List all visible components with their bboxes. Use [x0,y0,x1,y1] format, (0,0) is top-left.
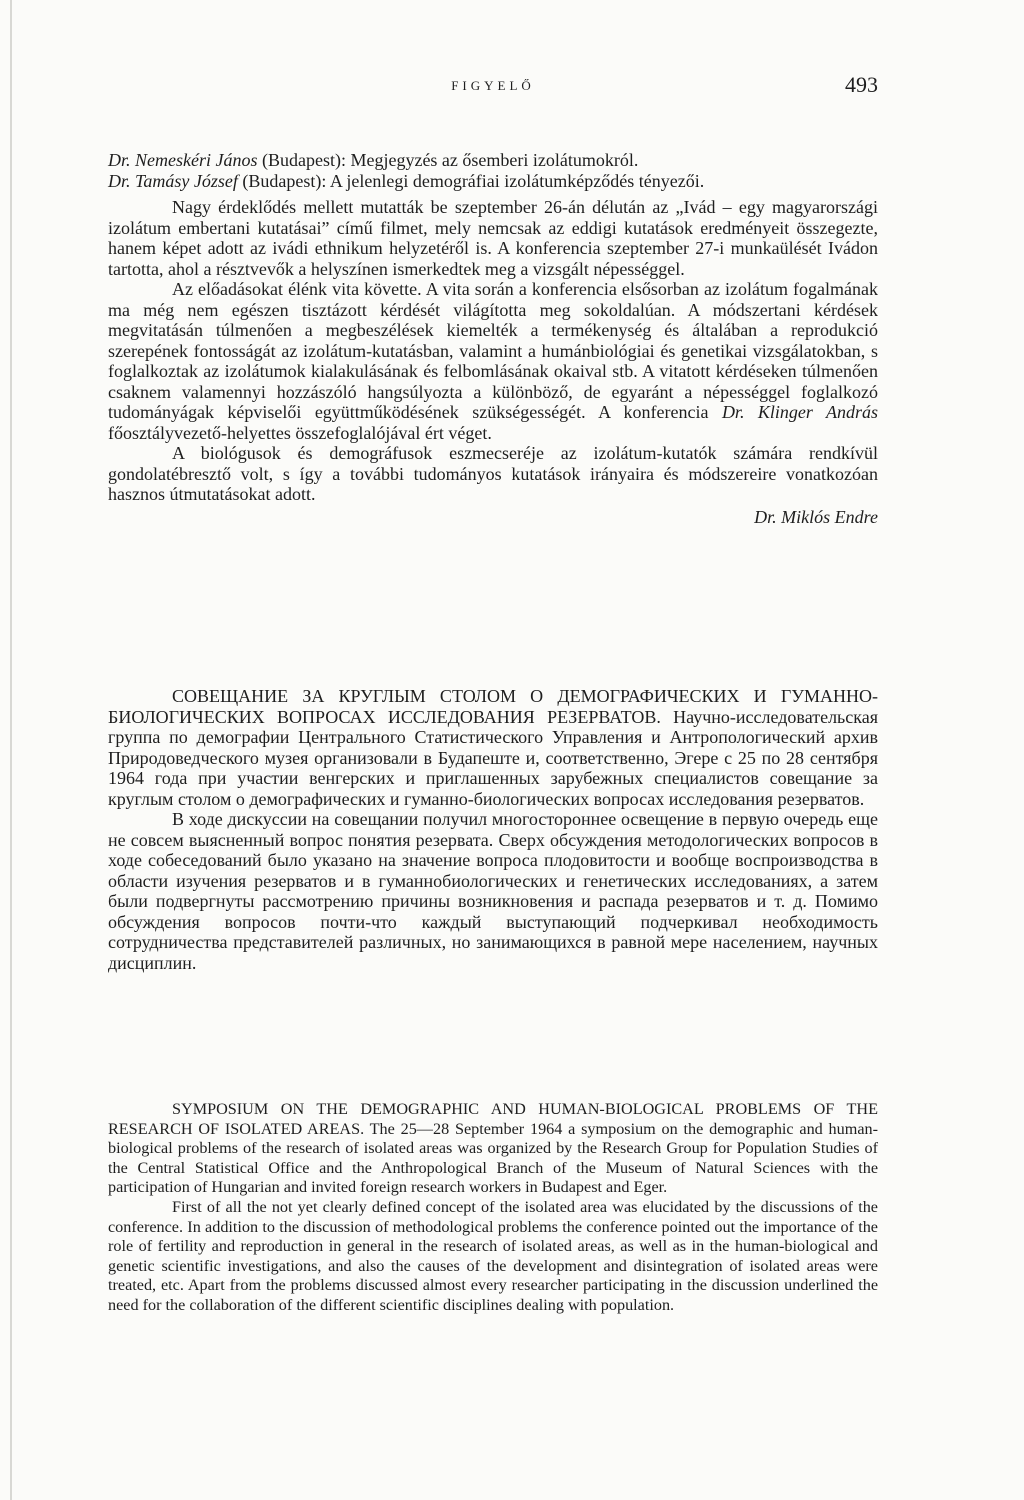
scan-edge-line [10,0,12,1500]
reference-author: Dr. Tamásy József [108,170,238,191]
body-paragraph: First of all the not yet clearly defined concept of the isolated area was elucidated by the discussions of the conference. In addition to the discussion of methodological problems the conference pointed out the importance of the role of fertility and reproduction in general in the research of isolated areas, as well as in the human-biological and genetic scientific investigations, and also the causes of the development and disintegration of isolated areas were treated, etc. Apart from the problems discussed almost every researcher participating in the discussion underlined the need for the collaboration of the different scientific disciplines dealing with population. [108,1197,878,1314]
reference-text: (Budapest): A jelenlegi demográfiai izolátumképződés tényezői. [237,170,705,191]
body-paragraph [108,686,878,809]
hungarian-section [108,150,878,528]
russian-section [108,686,878,973]
paragraph-text: Научно-исследовательская группа по демографии Центрального Статистического Управления и Антропологический архив Природоведческого музея организовали в Будапеште и, соответственно, Эгере с 25 по 28 сентября 1964 года при участии венгерских и приглашенных зарубежных специалистов совещание за круглым столом о демографических и гуманно-биологических вопросах исследования резерватов. [108,706,878,809]
body-paragraph: Nagy érdeklődés mellett mutatták be szeptember 26-án délután az „Ivád – egy magyarországi izolátum embertani kutatásai” című filmet, mely nemcsak az eddigi kutatások eredményeit összegezte, hanem képet adott az ivádi ethnikum helyzetéről is. A konferencia szeptember 27-i munkaülését Ivádon tartotta, ahol a résztvevők a helyszínen ismerkedtek meg a vizsgált népességgel. [108,197,878,279]
paragraph-text: Az előadásokat élénk vita követte. A vita során a konferencia elsősorban az izolátum fogalmának ma még nem egészen tisztázott kérdését világította meg sokoldalúan. A módszertani kérdések megvitatásán túlmenően a megbeszélések kiemelték a termékenység és általában a reprodukció szerepének fontosságát az izolátum-kutatásban, valamint a humánbiológiai és genetikai vizsgálatokban, s foglalkoztak az izolátumok kialakulásának és felbomlásának okaival stb. A vitatott kérdéseken túlmenően csaknem valamennyi hozzászóló hangsúlyozta a különböző, de egyaránt a népességgel foglalkozó tudományágak képviselői együttműködésének szükségességét. A konferencia [108,279,878,422]
reference-item [108,171,878,192]
reference-text: (Budapest): Megjegyzés az ősemberi izolátumokról. [257,150,639,170]
reference-item [108,150,878,171]
page-number: 493 [845,72,878,97]
body-paragraph: A biológusok és demográfusok eszmecseréje az izolátum-kutatók számára rendkívül gondolatébresztő volt, s így a további tudományos kutatások irányaira és módszereire vonatkozóan hasznos útmutatásokat adott. [108,443,878,504]
section-title: СОВЕЩАНИЕ ЗА КРУГЛЫМ СТОЛОМ О ДЕМОГРАФИЧЕСКИХ И ГУМАННО-БИОЛОГИЧЕСКИХ ВОПРОСАХ ИССЛЕДОВАНИЯ РЕЗЕРВАТОВ. [108,686,878,727]
running-title: FIGYELŐ [451,78,535,93]
section-title: SYMPOSIUM ON THE DEMOGRAPHIC AND HUMAN-BIOLOGICAL PROBLEMS OF THE RESEARCH OF ISOLATED AREAS. [108,1100,878,1138]
english-section [108,1100,878,1316]
body-paragraph: В ходе дискуссии на совещании получил многостороннее освещение в первую очередь еще не совсем выясненный вопрос понятия резервата. Сверх обсуждения методологических вопросов в ходе собеседований было указано на значение вопроса плодовитости и вообще воспроизводства в области изучения резерватов и в гуманнобиологических и генетических исследованиях, а затем были подвергнуты рассмотрению причины возникновения и распада резерватов и т. д. Помимо обсуждения вопросов почти-что каждый выступающий подчеркивал необходимость сотрудничества представителей различных, но занимающихся в равной мере населением, научных дисциплин. [108,809,878,973]
author-signature: Dr. Miklós Endre [754,506,878,527]
paragraph-text: főosztályvezető-helyettes összefoglalójával ért véget. [108,422,492,443]
body-paragraph [108,1100,878,1198]
reference-author: Dr. Nemeskéri János [108,150,258,170]
person-name: Dr. Klinger András [721,402,878,422]
paragraph-text: The 25—28 September 1964 a symposium on the demographic and human-biological problems of the research of isolated areas was organized by the Research Group for Population Studies of the Central Statistical Office and the Anthropological Branch of the Museum of Natural Sciences with the participation of Hungarian and invited foreign research workers in Budapest and Eger. [108,1119,878,1197]
body-paragraph [108,279,878,443]
page-header [108,70,878,100]
